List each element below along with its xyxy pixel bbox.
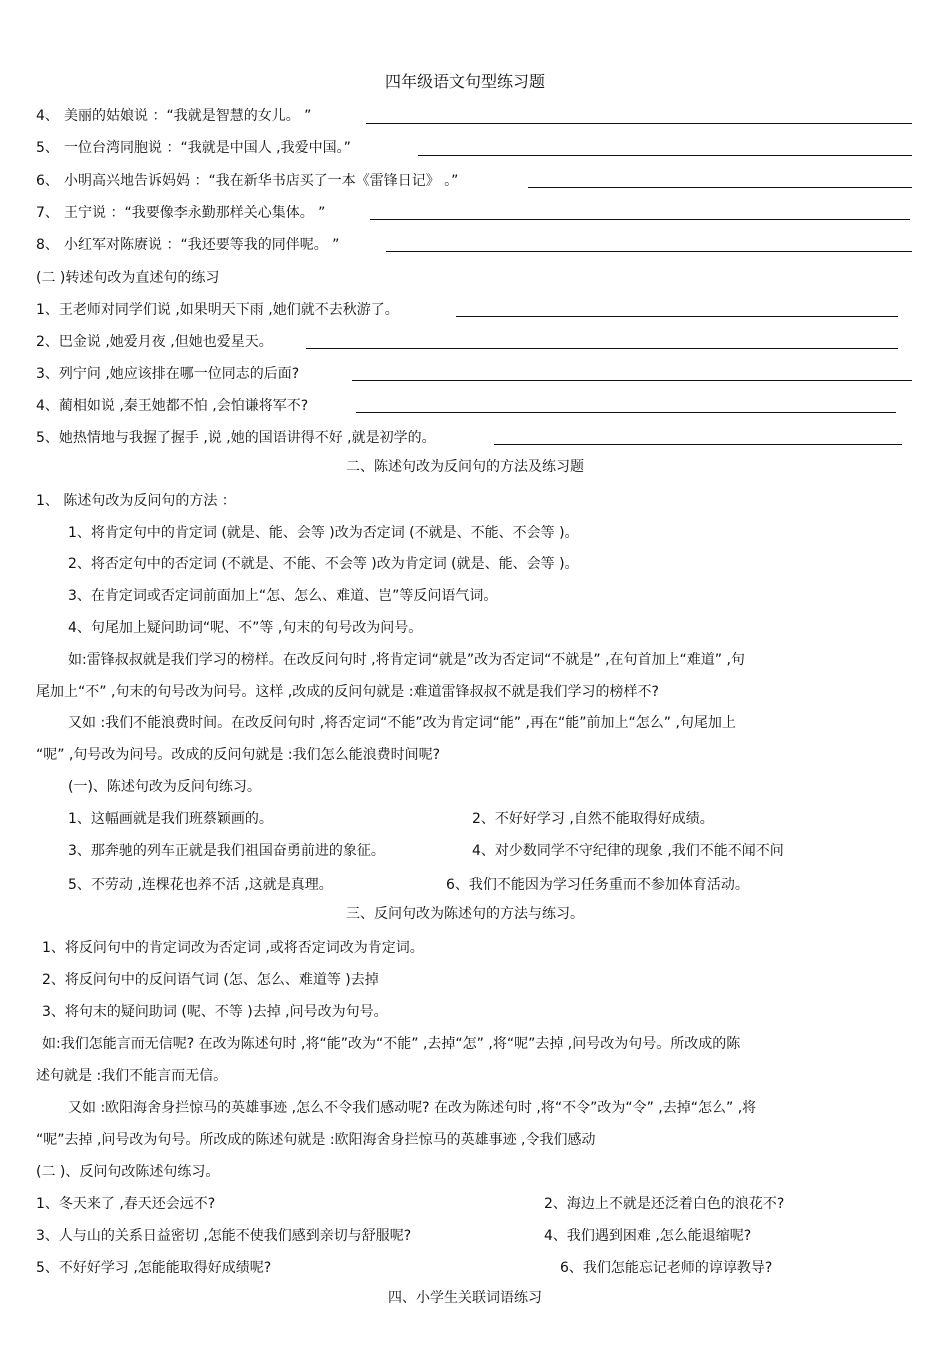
- exercise-line: 4、蔺相如说 ,秦王她都不怕 ,会怕谦将军不?: [36, 398, 309, 414]
- method-title: 1、 陈述句改为反问句的方法 ：: [36, 493, 236, 509]
- example-text: 又如 :欧阳海舍身拦惊马的英雄事迹 ,怎么不令我们感动呢? 在改为陈述句时 ,将“不令”改为“令” ,去掉“怎么” ,将: [68, 1100, 757, 1116]
- answer-blank[interactable]: [352, 380, 912, 381]
- method-step: 2、将否定句中的否定词 (不就是、不能、不会等 )改为肯定词 (就是、能、会等 )。: [68, 556, 579, 572]
- answer-blank[interactable]: [356, 412, 896, 413]
- practice-item: 6、我们怎能忘记老师的谆谆教导?: [560, 1260, 773, 1276]
- practice-item: 6、我们不能因为学习任务重而不参加体育活动。: [446, 877, 749, 893]
- example-text: 如:雷锋叔叔就是我们学习的榜样。在改反问句时 ,将肯定词“就是”改为否定词“不就是” ,在句首加上“难道” ,句: [68, 652, 745, 668]
- document-title: 四年级语文句型练习题: [384, 72, 545, 91]
- example-text: 述句就是 :我们不能言而无信。: [36, 1068, 228, 1084]
- answer-blank[interactable]: [456, 316, 898, 317]
- method-step: 1、将肯定句中的肯定词 (就是、能、会等 )改为否定词 (不就是、不能、不会等 )。: [68, 525, 579, 541]
- subsection-title: (二 )转述句改为直述句的练习: [36, 270, 220, 286]
- answer-blank[interactable]: [494, 444, 902, 445]
- practice-item: 1、这幅画就是我们班蔡颖画的。: [68, 811, 273, 827]
- answer-blank[interactable]: [528, 187, 912, 188]
- exercise-line: 8、 小红军对陈赓说 ：“我还要等我的同伴呢。 ”: [36, 237, 340, 253]
- answer-blank[interactable]: [306, 348, 898, 349]
- answer-blank[interactable]: [366, 123, 912, 124]
- example-text: “呢”去掉 ,问号改为句号。所改成的陈述句就是 :欧阳海舍身拦惊马的英雄事迹 ,令我们感动: [36, 1132, 596, 1148]
- section-heading: 四、小学生关联词语练习: [388, 1290, 542, 1306]
- example-text: 如:我们怎能言而无信呢? 在改为陈述句时 ,将“能”改为“不能” ,去掉“怎” ,将“呢”去掉 ,问号改为句号。所改成的陈: [42, 1036, 741, 1052]
- subsection-title: (一)、陈述句改为反问句练习。: [68, 779, 261, 795]
- answer-blank[interactable]: [370, 219, 910, 220]
- example-text: “呢” ,句号改为问号。改成的反问句就是 :我们怎么能浪费时间呢?: [36, 747, 441, 763]
- practice-item: 3、人与山的关系日益密切 ,怎能不使我们感到亲切与舒服呢?: [36, 1228, 412, 1244]
- practice-item: 5、不好好学习 ,怎能能取得好成绩呢?: [36, 1260, 272, 1276]
- section-heading: 二、陈述句改为反问句的方法及练习题: [346, 459, 584, 475]
- answer-blank[interactable]: [386, 251, 912, 252]
- answer-blank[interactable]: [418, 155, 912, 156]
- method-step: 1、将反问句中的肯定词改为否定词 ,或将否定词改为肯定词。: [42, 940, 424, 956]
- example-text: 又如 :我们不能浪费时间。在改反问句时 ,将否定词“不能”改为肯定词“能” ,再在“能”前加上“怎么” ,句尾加上: [68, 715, 736, 731]
- section-heading: 三、反问句改为陈述句的方法与练习。: [346, 906, 584, 922]
- practice-item: 2、海边上不就是还泛着白色的浪花不?: [544, 1196, 785, 1212]
- method-step: 3、将句末的疑问助词 (呢、不等 )去掉 ,问号改为句号。: [42, 1004, 388, 1020]
- method-step: 4、句尾加上疑问助词“呢、不”等 ,句末的句号改为问号。: [68, 620, 423, 636]
- exercise-line: 2、巴金说 ,她爱月夜 ,但她也爱星天。: [36, 334, 273, 350]
- practice-item: 1、冬天来了 ,春天还会远不?: [36, 1196, 216, 1212]
- exercise-line: 1、王老师对同学们说 ,如果明天下雨 ,她们就不去秋游了。: [36, 302, 399, 318]
- exercise-line: 7、 王宁说 ：“我要像李永勤那样关心集体。 ”: [36, 205, 326, 221]
- practice-item: 4、我们遇到困难 ,怎么能退缩呢?: [544, 1228, 752, 1244]
- practice-item: 4、对少数同学不守纪律的现象 ,我们不能不闻不问: [472, 843, 784, 859]
- example-text: 尾加上“不” ,句末的句号改为问号。这样 ,改成的反问句就是 :难道雷锋叔叔不就是我们学习的榜样不?: [36, 684, 659, 700]
- method-step: 2、将反问句中的反问语气词 (怎、怎么、难道等 )去掉: [42, 972, 379, 988]
- exercise-line: 4、 美丽的姑娘说 ：“我就是智慧的女儿。 ”: [36, 108, 312, 124]
- exercise-line: 6、 小明高兴地告诉妈妈 ：“我在新华书店买了一本《雷锋日记》 。”: [36, 173, 459, 189]
- method-step: 3、在肯定词或否定词前面加上“怎、怎么、难道、岂”等反问语气词。: [68, 588, 498, 604]
- practice-item: 2、不好好学习 ,自然不能取得好成绩。: [472, 811, 714, 827]
- exercise-line: 3、列宁问 ,她应该排在哪一位同志的后面?: [36, 366, 300, 382]
- exercise-line: 5、她热情地与我握了握手 ,说 ,她的国语讲得不好 ,就是初学的。: [36, 430, 436, 446]
- practice-item: 5、不劳动 ,连棵花也养不活 ,这就是真理。: [68, 877, 333, 893]
- subsection-title: (二 )、反问句改陈述句练习。: [36, 1164, 220, 1180]
- exercise-line: 5、 一位台湾同胞说 ：“我就是中国人 ,我爱中国。”: [36, 140, 351, 156]
- practice-item: 3、那奔驰的列车正就是我们祖国奋勇前进的象征。: [68, 843, 385, 859]
